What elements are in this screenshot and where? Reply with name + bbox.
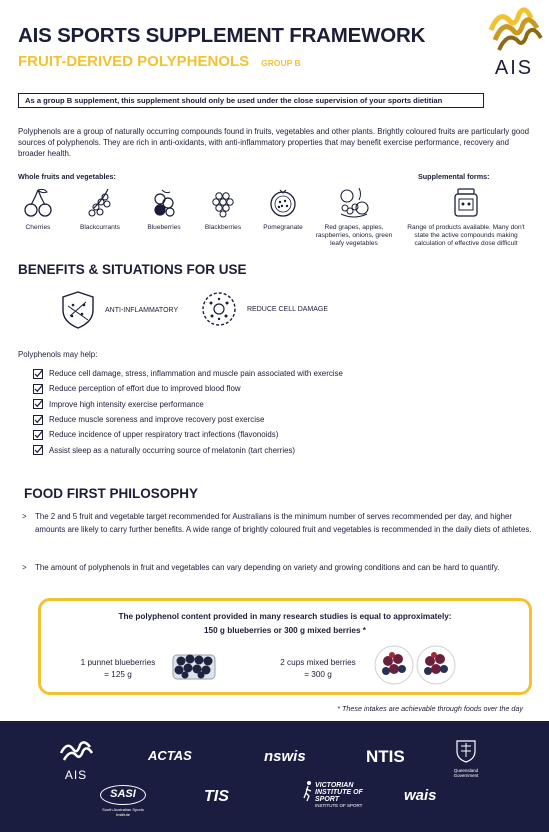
group-badge: GROUP B xyxy=(261,58,301,68)
whole-foods-heading: Whole fruits and vegetables: xyxy=(18,172,116,181)
food-first-paragraph-1 xyxy=(22,511,532,536)
benefit-reduce-cell-damage xyxy=(200,290,328,328)
food-label: Pomegranate xyxy=(263,224,303,231)
list-item-text: Reduce cell damage, stress, inflammation and muscle pain associated with exercise xyxy=(49,369,343,379)
may-help-intro: Polyphenols may help: xyxy=(18,350,98,359)
list-item xyxy=(33,427,343,442)
footer-logo-wais: wais xyxy=(404,787,437,804)
ais-ribbon-icon xyxy=(58,741,94,763)
mixed-produce-icon xyxy=(337,186,371,218)
serve-amount: = 300 g xyxy=(304,670,332,679)
food-label: Blueberries xyxy=(147,224,181,231)
footer-logo-actas: ACTAS xyxy=(148,748,192,763)
footer-logo-ais xyxy=(58,741,94,782)
food-item-blueberries xyxy=(136,186,192,232)
benefit-label: ANTI-INFLAMMATORY xyxy=(105,306,179,314)
box-line-1: The polyphenol content provided in many research studies is equal to approximately: xyxy=(118,612,452,621)
pomegranate-icon xyxy=(267,186,299,218)
supplemental-forms xyxy=(404,186,528,248)
serve-mixed-berries xyxy=(263,657,373,681)
benefits-heading: BENEFITS & SITUATIONS FOR USE xyxy=(18,262,247,277)
blueberry-punnet-image xyxy=(171,647,217,681)
footer-logo-text: AIS xyxy=(64,768,88,782)
cell-damage-icon xyxy=(200,290,238,328)
cherries-icon xyxy=(22,186,54,218)
box-line-2: 150 g blueberries or 300 g mixed berries * xyxy=(203,626,366,635)
arrow-icon: > xyxy=(22,563,27,572)
food-label: Red grapes, apples, raspberries, onions, green leafy vegetables xyxy=(315,224,393,247)
footer-logo-text: Queensland Government xyxy=(453,768,479,778)
food-item-blackcurrants xyxy=(72,186,128,232)
footer-logo-subtext: South Australian Sports Institute xyxy=(102,807,144,817)
page-subtitle: FRUIT-DERIVED POLYPHENOLS xyxy=(18,53,250,70)
footer-logo-tis: TIS xyxy=(204,788,229,805)
paragraph-text: The 2 and 5 fruit and vegetable target recommended for Australians is the minimum number of serves recommended per day, and higher amounts are likely to carry further benefits. A wide range of brightly coloured fruit and vegetables is recommended in the daily diets of athletes. xyxy=(35,512,532,534)
serve-blueberries xyxy=(63,657,173,681)
footer-logo-sasi xyxy=(100,785,146,817)
checkbox-icon xyxy=(33,430,43,440)
ais-logo xyxy=(485,6,543,80)
checkbox-icon xyxy=(33,369,43,379)
blackberries-icon xyxy=(207,186,239,218)
footer-logo-vis xyxy=(303,782,365,808)
supplement-jar-icon xyxy=(450,186,482,218)
checkbox-icon xyxy=(33,384,43,394)
food-label: Blackberries xyxy=(204,224,242,231)
list-item-text: Improve high intensity exercise performance xyxy=(49,399,204,409)
serve-label: 1 punnet blueberries xyxy=(80,658,156,667)
supplemental-text: Range of products available. Many don't state the active compounds making calculation of effective dose difficult xyxy=(407,224,525,247)
subtitle-row xyxy=(18,53,488,70)
header xyxy=(18,24,488,70)
runner-icon xyxy=(303,780,313,802)
list-item-text: Reduce muscle soreness and improve recovery post exercise xyxy=(49,415,265,425)
footer-logo-nswis: nswis xyxy=(264,748,306,765)
ais-ribbon-icon xyxy=(485,6,543,56)
partner-logos-footer xyxy=(0,721,549,832)
footer-logo-text: SASI xyxy=(100,785,146,805)
arrow-icon: > xyxy=(22,512,27,521)
footer-logo-text: VICTORIAN INSTITUTE OF SPORT xyxy=(315,782,363,803)
food-first-paragraph-2 xyxy=(22,562,532,575)
anti-inflammatory-icon xyxy=(60,290,96,330)
page-title: AIS SPORTS SUPPLEMENT FRAMEWORK xyxy=(18,24,426,47)
footer-logo-subtext: INSTITUTE OF SPORT xyxy=(315,803,363,808)
blackcurrants-icon xyxy=(84,186,116,218)
blueberries-icon xyxy=(148,186,180,218)
benefits-list xyxy=(33,366,343,458)
food-first-heading: FOOD FIRST PHILOSOPHY xyxy=(24,486,199,501)
footer-logo-queensland xyxy=(446,737,486,778)
serve-amount: = 125 g xyxy=(104,670,132,679)
food-item-blackberries xyxy=(195,186,251,232)
list-item xyxy=(33,442,343,457)
food-item-pomegranate xyxy=(255,186,311,232)
benefit-anti-inflammatory xyxy=(60,290,178,330)
benefit-label: REDUCE CELL DAMAGE xyxy=(247,305,329,313)
checkbox-icon xyxy=(33,445,43,455)
list-item xyxy=(33,381,343,396)
supplemental-heading: Supplemental forms: xyxy=(418,172,490,181)
polyphenol-content-box xyxy=(38,598,532,695)
list-item-text: Reduce incidence of upper respiratory tract infections (flavonoids) xyxy=(49,430,279,440)
checkbox-icon xyxy=(33,415,43,425)
footer-logo-ntis: NTIS xyxy=(366,747,405,766)
food-label: Blackcurrants xyxy=(80,224,120,231)
footnote: * These intakes are achievable through foods over the day xyxy=(337,704,523,713)
list-item xyxy=(33,412,343,427)
paragraph-text: The amount of polyphenols in fruit and vegetables can vary depending on variety and growing conditions and can be hard to quantify. xyxy=(35,563,500,572)
list-item xyxy=(33,397,343,412)
group-b-notice: As a group B supplement, this supplement should only be used under the close supervision of your sports dietitian xyxy=(18,93,484,108)
food-item-mixed-produce xyxy=(312,186,396,248)
queensland-crest-icon xyxy=(453,737,479,763)
food-item-cherries xyxy=(10,186,66,232)
serve-label: 2 cups mixed berries xyxy=(280,658,356,667)
list-item-text: Reduce perception of effort due to improved blood flow xyxy=(49,384,241,394)
food-label: Cherries xyxy=(25,224,51,231)
list-item-text: Assist sleep as a naturally occurring source of melatonin (tart cherries) xyxy=(49,445,296,455)
list-item xyxy=(33,366,343,381)
mixed-berries-image xyxy=(374,645,456,685)
intro-paragraph: Polyphenols are a group of naturally occurring compounds found in fruits, vegetables and other plants. Brightly coloured fruits are particularly good sources of polyphenols. They are rich in anti-oxidants, with anti-inflammatory properties that may benefit exercise performance, recovery and broader health. xyxy=(18,127,529,158)
ais-logo-text: AIS xyxy=(494,57,534,79)
checkbox-icon xyxy=(33,399,43,409)
